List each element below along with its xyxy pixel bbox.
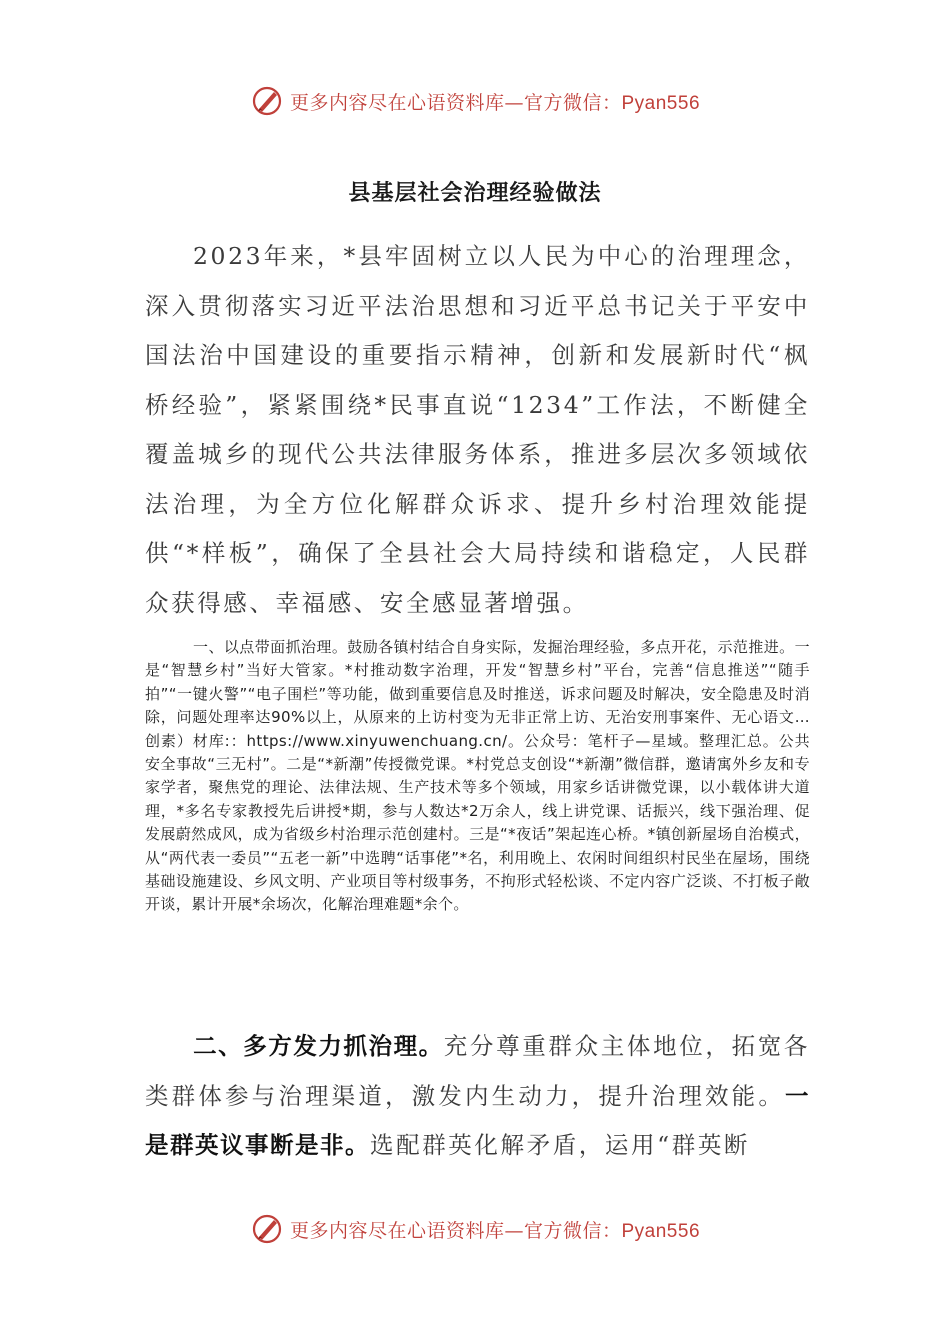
watermark-header (0, 84, 950, 118)
section-two-paragraph (145, 1022, 810, 1171)
intro-paragraph: 2023年来，*县牢固树立以人民为中心的治理理念，深入贯彻落实习近平法治思想和习近平总书记关于平安中国法治中国建设的重要指示精神，创新和发展新时代“枫桥经验”，紧紧围绕*民事直说“1234”工作法，不断健全覆盖城乡的现代公共法律服务体系，推进多层次多领域依法治理，为全方位化解群众诉求、提升乡村治理效能提供“*样板”，确保了全县社会大局持续和谐稳定，人民群众获得感、幸福感、安全感显著增强。 (145, 242, 810, 617)
watermark-footer (0, 1212, 950, 1246)
section-two-text: 充分尊重群众主体地位，拓宽各类群体参与治理渠道，激发内生动力，提升治理效能。 (145, 1032, 810, 1110)
wechat-id: Pyan556 (621, 1220, 701, 1242)
item-one-text: 选配群英化解矛盾，运用“群英断 (370, 1131, 751, 1159)
section-one-paragraph: 一、以点带面抓治理。鼓励各镇村结合自身实际，发掘治理经验，多点开花，示范推进。一是“智慧乡村”当好大管家。*村推动数字治理，开发“智慧乡村”平台，完善“信息推送”“随手拍”“一键火警”“电子围栏”等功能，做到重要信息及时推送，诉求问题及时解决，安全隐患及时消除，问题处理率达90%以上，从原来的上访村变为无非正常上访、无治安刑事案件、无心语文…创素）材库:：https://www.xinyuwenchuang.cn/。公众号：笔杆子—星域。整理汇总。公共安全事故“三无村”。二是“*新潮”传授微党课。*村党总支创设“*新潮”微信群，邀请寓外乡友和专家学者，聚焦党的理论、法律法规、生产技术等多个领域，用家乡话讲微党课，以小载体讲大道理，*多名专家教授先后讲授*期，参与人数达*2万余人，线上讲党课、话振兴，线下强治理、促发展蔚然成风，成为省级乡村治理示范创建村。三是“*夜话”架起连心桥。*镇创新屋场自治模式，从“两代表一委员”“五老一新”中选聘“话事佬”*名，利用晚上、农闲时间组织村民坐在屋场，围绕基础设施建设、乡风文明、产业项目等村级事务，不拘形式轻松谈、不定内容广泛谈、不打板子敞开谈，累计开展*余场次，化解治理难题*余个。 (145, 638, 810, 914)
section-two-heading: 二、多方发力抓治理。 (193, 1032, 444, 1060)
wechat-id: Pyan556 (621, 92, 701, 114)
pen-circle-logo-icon (250, 84, 284, 118)
document-title: 县基层社会治理经验做法 (348, 181, 602, 206)
pen-circle-logo-icon (250, 1212, 284, 1246)
watermark-text: 更多内容尽在心语资料库—官方微信：Pyan556 (289, 1219, 701, 1242)
watermark-text: 更多内容尽在心语资料库—官方微信：Pyan556 (289, 91, 701, 114)
item-one-heading: 一是群英议事断是非。 (145, 1081, 810, 1159)
